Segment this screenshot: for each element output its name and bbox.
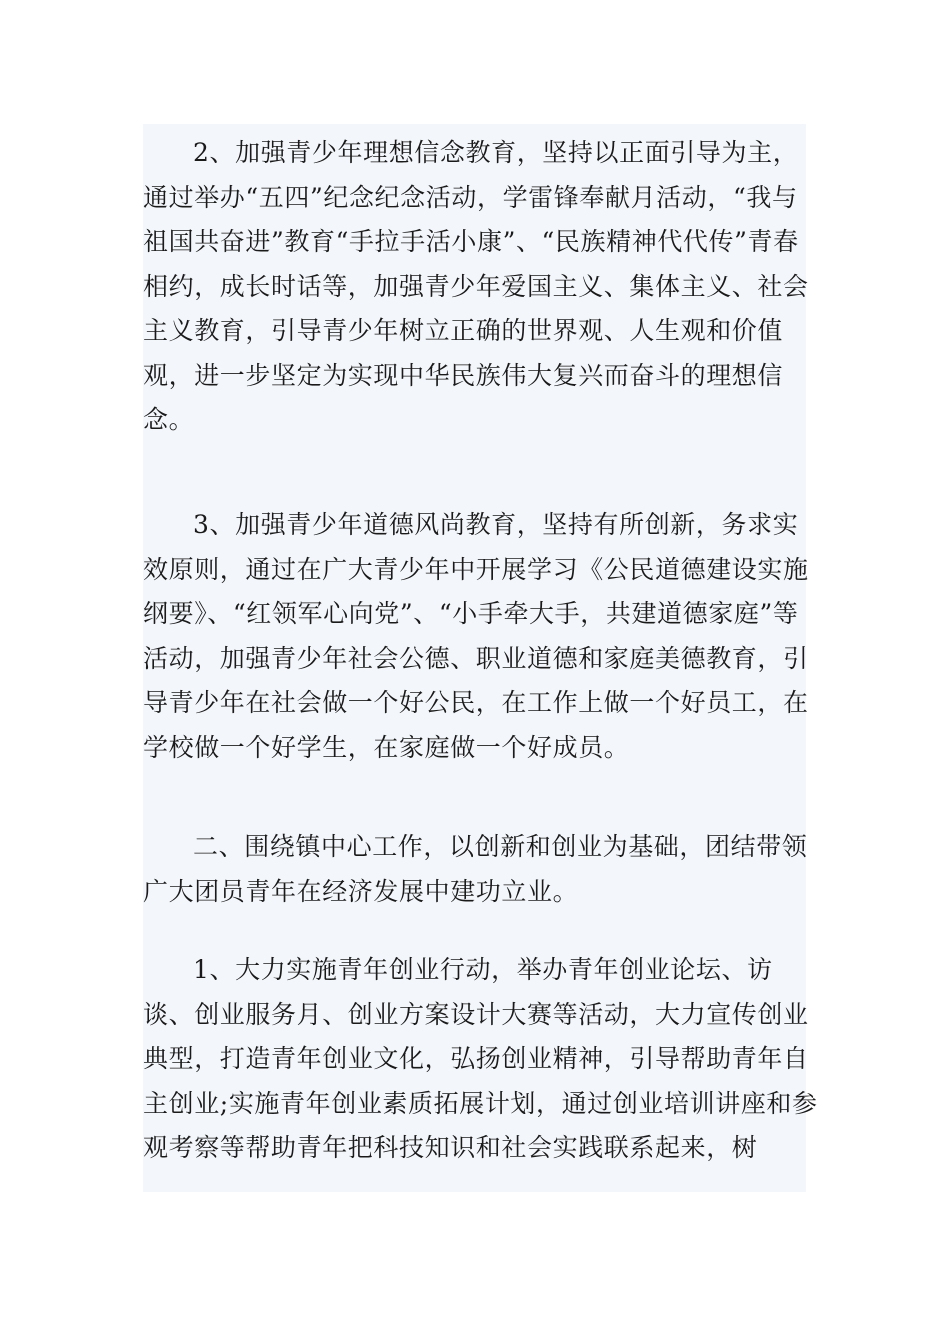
paragraph-ideals-education: 2、加强青少年理想信念教育，坚持以正面引导为主，通过举办“五四”纪念纪念活动，学雷锋奉献月活动，“我与祖国共奋进”教育“手拉手活小康”、“民族精神代代传”青春相约，成长时话等，加强青少年爱国主义、集体主义、社会主义教育，引导青少年树立正确的世界观、人生观和价值观，进一步坚定为实现中华民族伟大复兴而奋斗的理想信念。 (143, 138, 809, 434)
paragraph-moral-education: 3、加强青少年道德风尚教育，坚持有所创新，务求实效原则，通过在广大青少年中开展学习《公民道德建设实施纲要》、“红领军心向党”、“小手牵大手，共建道德家庭”等活动，加强青少年社会公德、职业道德和家庭美德教育，引导青少年在社会做一个好公民，在工作上做一个好员工，在学校做一个好学生，在家庭做一个好成员。 (143, 510, 809, 762)
paragraph-youth-entrepreneurship: 1、大力实施青年创业行动，举办青年创业论坛、访谈、创业服务月、创业方案设计大赛等活动，大力宣传创业典型，打造青年创业文化，弘扬创业精神，引导帮助青年自主创业;实施青年创业素质拓展计划，通过创业培训讲座和参观考察等帮助青年把科技知识和社会实践联系起来，树 (143, 955, 818, 1162)
paragraph-section-two-heading: 二、围绕镇中心工作，以创新和创业为基础，团结带领广大团员青年在经济发展中建功立业。 (143, 832, 808, 906)
